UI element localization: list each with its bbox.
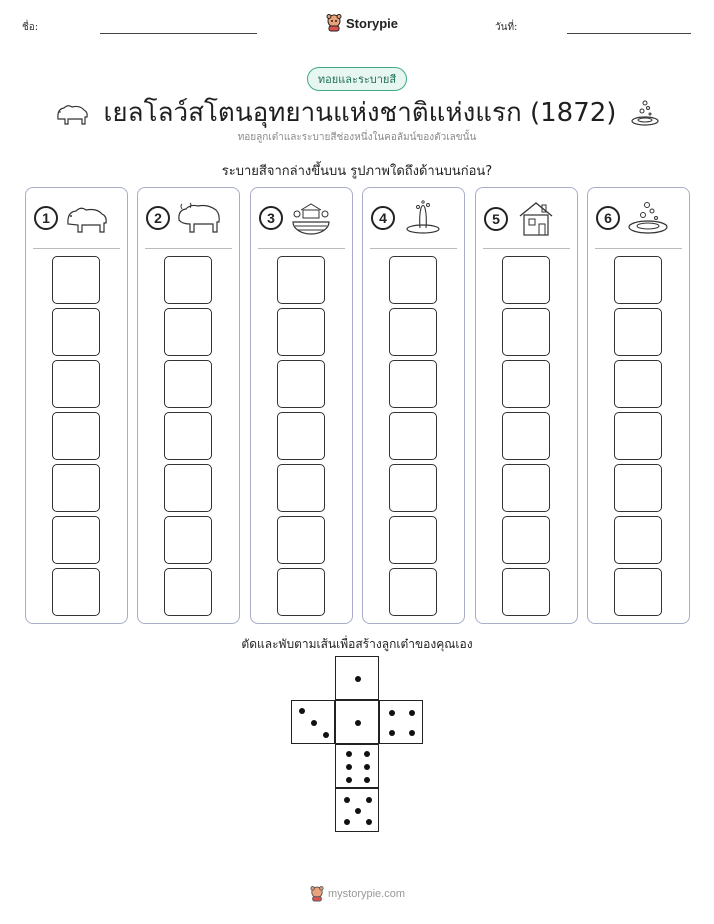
park-emblem-icon [289,200,333,236]
die-pip [366,797,372,803]
column-number: 3 [259,206,283,230]
brand-name: Storypie [346,15,399,31]
bear-icon [54,99,90,127]
column-number: 5 [484,207,508,231]
color-box[interactable] [502,516,550,564]
column-number: 2 [146,206,170,230]
color-box[interactable] [164,256,212,304]
column-divider [33,248,120,249]
die-pip [346,764,352,770]
die-pip [346,751,352,757]
color-box[interactable] [502,412,550,460]
die-pip [299,708,305,714]
color-box[interactable] [614,412,662,460]
color-box[interactable] [277,360,325,408]
bison-icon [176,200,222,236]
color-box[interactable] [502,568,550,616]
column-2 [137,187,240,624]
activity-badge [307,67,407,91]
die-pip [355,808,361,814]
geyser-icon [401,200,445,236]
color-box[interactable] [164,464,212,512]
column-divider [483,248,570,249]
color-box[interactable] [502,464,550,512]
color-box[interactable] [52,464,100,512]
column-1 [25,187,128,624]
column-5 [475,187,578,624]
color-box[interactable] [614,308,662,356]
die-face-center [335,700,379,744]
color-box[interactable] [277,464,325,512]
name-line[interactable] [100,33,257,34]
color-box[interactable] [389,256,437,304]
column-6 [587,187,690,624]
die-pip [364,751,370,757]
color-box[interactable] [52,516,100,564]
die-face-bottom [335,788,379,832]
color-box[interactable] [502,360,550,408]
column-divider [595,248,682,249]
color-box[interactable] [277,256,325,304]
die-pip [409,730,415,736]
color-box[interactable] [502,256,550,304]
die-pip [323,732,329,738]
activity-badge-label: ทอยและระบายสี [317,73,397,86]
dice-instruction: ตัดและพับตามเส้นเพื่อสร้างลูกเต๋าของคุณเอง [241,637,473,651]
die-pip [344,819,350,825]
question-text: ระบายสีจากล่างขึ้นบน รูปภาพใดถึงด้านบนก่อน? [221,164,493,179]
color-box[interactable] [277,412,325,460]
color-box[interactable] [277,308,325,356]
die-face-right [379,700,423,744]
column-divider [258,248,345,249]
die-pip [355,720,361,726]
color-box[interactable] [389,464,437,512]
die-pip [409,710,415,716]
color-box[interactable] [52,308,100,356]
color-box[interactable] [164,412,212,460]
house-icon [514,200,558,238]
brand-logo [326,14,398,32]
color-box[interactable] [614,360,662,408]
die-pip [355,676,361,682]
die-pip [344,797,350,803]
color-box[interactable] [389,568,437,616]
die-pip [346,777,352,783]
column-number: 1 [34,206,58,230]
column-divider [145,248,232,249]
bear-icon [64,200,110,236]
color-box[interactable] [52,412,100,460]
die-face-lower [335,744,379,788]
color-box[interactable] [614,516,662,564]
die-pip [389,710,395,716]
die-pip [364,777,370,783]
color-box[interactable] [277,516,325,564]
color-box[interactable] [164,308,212,356]
color-box[interactable] [389,516,437,564]
column-number: 4 [371,206,395,230]
storypie-mascot-icon [326,14,342,32]
die-pip [366,819,372,825]
column-divider [370,248,457,249]
footer [310,886,405,902]
instructions-subtitle: ทอยลูกเต๋าและระบายสีช่องหนึ่งในคอลัมน์ของตัวเลขนั้น [237,132,477,143]
color-box[interactable] [389,360,437,408]
column-number: 6 [596,206,620,230]
date-label: วันที่: [495,22,518,33]
color-box[interactable] [277,568,325,616]
color-box[interactable] [614,464,662,512]
die-pip [364,764,370,770]
die-face-left [291,700,335,744]
color-box[interactable] [614,256,662,304]
color-box[interactable] [502,308,550,356]
storypie-mascot-icon [310,886,324,902]
die-pip [311,720,317,726]
hot-spring-icon [630,99,660,127]
date-line[interactable] [567,33,691,34]
color-box[interactable] [389,308,437,356]
die-pip [389,730,395,736]
column-3 [250,187,353,624]
color-box[interactable] [164,568,212,616]
footer-url: mystorypie.com [328,888,406,900]
title-row [0,92,714,133]
color-box[interactable] [52,256,100,304]
color-box[interactable] [164,360,212,408]
color-box[interactable] [389,412,437,460]
name-label: ชื่อ: [22,22,39,33]
column-4 [362,187,465,624]
die-face-top [335,656,379,700]
hot-spring-icon [626,200,670,236]
page-title: เยลโลว์สโตนอุทยานแห่งชาติแห่งแรก (1872) [103,98,617,128]
color-box[interactable] [614,568,662,616]
color-box[interactable] [52,568,100,616]
color-box[interactable] [164,516,212,564]
color-box[interactable] [52,360,100,408]
